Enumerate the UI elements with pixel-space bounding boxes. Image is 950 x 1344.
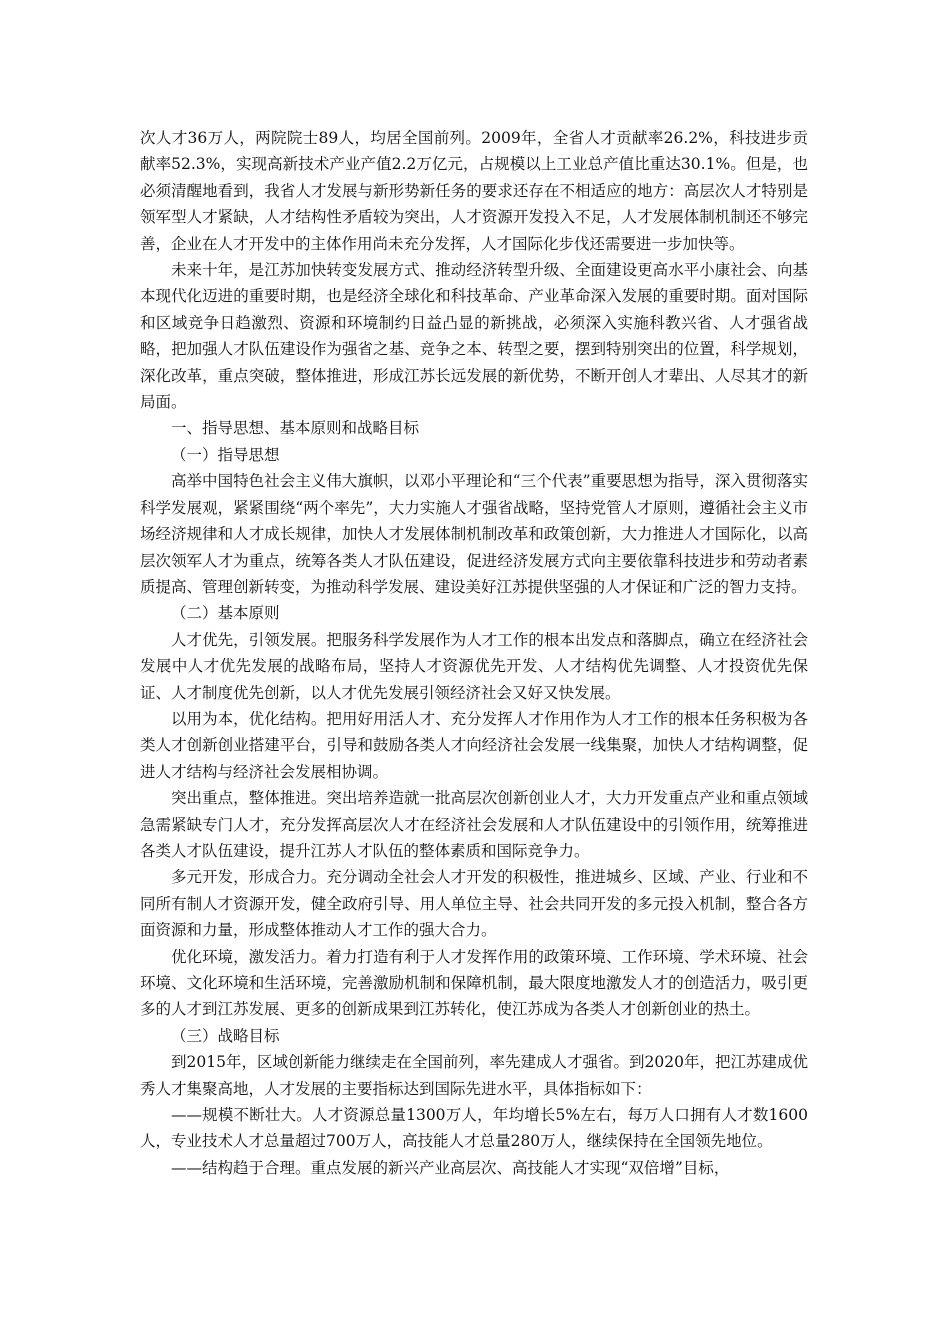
paragraph-principle-use-oriented: 以用为本，优化结构。把用好用活人才、充分发挥人才作用作为人才工作的根本任务积极为各类人才创新创业搭建平台，引导和鼓励各类人才向经济社会发展一线集聚，加快人才结构调整，促进人才结构与经济社会发展相协调。 — [140, 709, 808, 781]
paragraph-next-decade: 未来十年，是江苏加快转变发展方式、推动经济转型升级、全面建设更高水平小康社会、向基本现代化迈进的重要时期，也是经济全球化和科技革命、产业革命深入发展的重要时期。面对国际和区域竞争日趋激烈、资源和环境制约日益凸显的新挑战，必须深入实施科教兴省、人才强省战略，把加强人才队伍建设作为强省之基、竞争之本、转型之要，摆到特别突出的位置，科学规划，深化改革，重点突破，整体推进，形成江苏长远发展的新优势，不断开创人才辈出、人尽其才的新局面。 — [140, 261, 808, 412]
paragraph-goal-scale: ——规模不断壮大。人才资源总量1300万人，年均增长5%左右，每万人口拥有人才数1600人，专业技术人才总量超过700万人，高技能人才总量280万人，继续保持在全国领先地位。 — [140, 1106, 808, 1151]
subheading-guiding-ideology: （一）指导思想 — [171, 445, 280, 464]
subheading-basic-principles: （二）基本原则 — [171, 604, 280, 623]
paragraph-strategic-goals: 到2015年，区域创新能力继续走在全国前列，率先建成人才强省。到2020年，把江苏建成优秀人才集聚高地，人才发展的主要指标达到国际先进水平，具体指标如下： — [140, 1053, 808, 1098]
paragraph-guiding-ideology: 高举中国特色社会主义伟大旗帜，以邓小平理论和“三个代表”重要思想为指导，深入贯彻落实科学发展观，紧紧围绕“两个率先”，大力实施人才强省战略，坚持党管人才原则，遵循社会主义市场经济规律和人才成长规律，加快人才发展体制机制改革和政策创新，大力推进人才国际化，以高层次领军人才为重点，统筹各类人才队伍建设，促进经济发展方式向主要依靠科技进步和劳动者素质提高、管理创新转变，为推动科学发展、建设美好江苏提供坚强的人才保证和广泛的智力支持。 — [140, 472, 808, 596]
subheading-strategic-goals: （三）战略目标 — [171, 1026, 280, 1045]
paragraph-principle-environment: 优化环境，激发活力。着力打造有利于人才发挥作用的政策环境、工作环境、学术环境、社会环境、文化环境和生活环境，完善激励机制和保障机制，最大限度地激发人才的创造活力，吸引更多的人才到江苏发展、更多的创新成果到江苏转化，使江苏成为各类人才创新创业的热土。 — [140, 947, 808, 1019]
paragraph-principle-talent-first: 人才优先，引领发展。把服务科学发展作为人才工作的根本出发点和落脚点，确立在经济社会发展中人才优先发展的战略布局，坚持人才资源优先开发、人才结构优先调整、人才投资优先保证、人才制度优先创新，以人才优先发展引领经济社会又好又快发展。 — [140, 630, 808, 702]
paragraph-principle-key-points: 突出重点，整体推进。突出培养造就一批高层次创新创业人才，大力开发重点产业和重点领域急需紧缺专门人才，充分发挥高层次人才在经济社会发展和人才队伍建设中的引领作用，统筹推进各类人才队伍建设，提升江苏人才队伍的整体素质和国际竞争力。 — [140, 789, 808, 860]
paragraph-principle-multi-development: 多元开发，形成合力。充分调动全社会人才开发的积极性，推进城乡、区域、产业、行业和不同所有制人才资源开发，健全政府引导、用人单位主导、社会共同开发的多元投入机制，整合各方面资源和力量，形成整体推动人才工作的强大合力。 — [140, 868, 808, 940]
paragraph-talent-status: 次人才36万人，两院院士89人，均居全国前列。2009年，全省人才贡献率26.2%，科技进步贡献率52.3%，实现高新技术产业产值2.2万亿元，占规模以上工业总产值比重达30.1%。但是，也必须清醒地看到，我省人才发展与新形势新任务的要求还存在不相适应的地方：高层次人才特别是领军型人才紧缺，人才结构性矛盾较为突出，人才资源开发投入不足，人才发展体制机制还不够完善，企业在人才开发中的主体作用尚未充分发挥，人才国际化步伐还需要进一步加快等。 — [140, 129, 808, 253]
document-page — [140, 125, 808, 1181]
section-heading-1: 一、指导思想、基本原则和战略目标 — [171, 419, 420, 438]
paragraph-goal-structure: ——结构趋于合理。重点发展的新兴产业高层次、高技能人才实现“双倍增”目标， — [171, 1158, 730, 1177]
